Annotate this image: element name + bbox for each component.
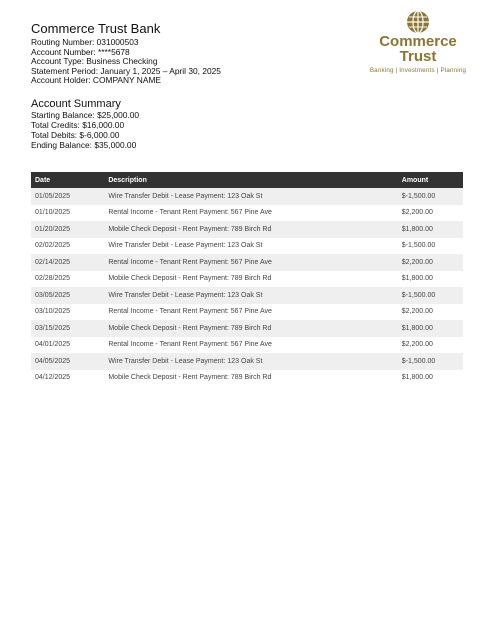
statement-period: Statement Period: January 1, 2025 – April 30, 2025: [31, 65, 221, 76]
table-row: [31, 188, 463, 205]
row-description: Wire Transfer Debit - Lease Payment: 123 Oak St: [104, 188, 397, 205]
account-summary: [31, 110, 139, 150]
logo-word-commerce: Commerce: [379, 33, 457, 50]
routing-number: Routing Number: 031000503: [31, 37, 139, 47]
row-amount: $1,800.00: [398, 320, 463, 337]
logo-word-trust: Trust: [399, 48, 437, 65]
table-header-row: [31, 172, 463, 188]
table-row: [31, 304, 463, 321]
row-description: Wire Transfer Debit - Lease Payment: 123 Oak St: [104, 353, 397, 370]
account-number: Account Number: ****5678: [31, 46, 130, 57]
starting-balance: Starting Balance: $25,000.00: [31, 110, 140, 120]
header-date: Date: [31, 172, 104, 188]
header-amount: Amount: [398, 172, 463, 188]
table-row: [31, 320, 463, 337]
table-row: [31, 238, 463, 255]
table-row: [31, 271, 463, 288]
account-holder: Account Holder: COMPANY NAME: [31, 75, 162, 86]
row-description: Wire Transfer Debit - Lease Payment: 123 Oak St: [104, 287, 397, 304]
row-amount: $2,200.00: [401, 209, 433, 217]
row-description: Rental Income - Tenant Rent Payment: 567 Pine Ave: [108, 209, 272, 217]
row-amount: $2,200.00: [401, 341, 433, 349]
row-description: Mobile Check Deposit - Rent Payment: 789 Birch Rd: [108, 275, 272, 283]
table-row: [31, 221, 463, 238]
row-date: 01/20/2025: [31, 221, 104, 238]
table-row: [31, 353, 463, 370]
bank-name: Commerce Trust Bank: [31, 21, 161, 36]
ending-balance: Ending Balance: $35,000.00: [31, 140, 137, 150]
row-date: 02/14/2025: [31, 254, 104, 271]
row-date: 01/10/2025: [35, 209, 71, 217]
summary-title: Account Summary: [31, 98, 121, 110]
globe-icon: [406, 10, 430, 34]
table-row: [31, 254, 463, 271]
row-amount: $1,800.00: [398, 221, 463, 238]
bank-logo: [362, 10, 474, 76]
row-amount: $2,200.00: [401, 308, 433, 316]
row-amount: $1,800.00: [401, 374, 433, 382]
row-date: 04/01/2025: [35, 341, 71, 349]
header-description: Description: [104, 172, 397, 188]
row-date: 04/12/2025: [35, 374, 71, 382]
row-date: 03/15/2025: [31, 320, 104, 337]
row-date: 03/10/2025: [35, 308, 71, 316]
account-details: [31, 38, 221, 86]
row-amount: $-1,500.00: [398, 353, 463, 370]
table-row: [31, 337, 463, 354]
row-description: Rental Income - Tenant Rent Payment: 567 Pine Ave: [104, 254, 397, 271]
row-description: Mobile Check Deposit - Rent Payment: 789 Birch Rd: [108, 374, 272, 382]
account-type: Account Type: Business Checking: [31, 56, 158, 67]
row-date: 01/05/2025: [31, 188, 104, 205]
row-description: Rental Income - Tenant Rent Payment: 567 Pine Ave: [108, 341, 272, 349]
table-row: [31, 205, 463, 222]
table-row: [31, 370, 463, 387]
row-amount: $-1,500.00: [398, 287, 463, 304]
row-date: 03/05/2025: [31, 287, 104, 304]
total-credits: Total Credits: $16,000.00: [31, 120, 125, 130]
logo-tagline: Banking | Investments | Planning: [369, 67, 467, 74]
transactions-table: [31, 172, 463, 386]
table-row: [31, 287, 463, 304]
row-description: Wire Transfer Debit - Lease Payment: 123 Oak St: [108, 242, 263, 250]
row-date: 04/05/2025: [31, 353, 104, 370]
row-description: Rental Income - Tenant Rent Payment: 567 Pine Ave: [108, 308, 272, 316]
row-amount: $-1,500.00: [398, 188, 463, 205]
row-description: Mobile Check Deposit - Rent Payment: 789 Birch Rd: [104, 221, 397, 238]
row-description: Mobile Check Deposit - Rent Payment: 789 Birch Rd: [104, 320, 397, 337]
row-date: 02/02/2025: [35, 242, 71, 250]
row-amount: $2,200.00: [398, 254, 463, 271]
total-debits: Total Debits: $-6,000.00: [31, 130, 120, 140]
row-amount: $-1,500.00: [401, 242, 436, 250]
row-amount: $1,800.00: [401, 275, 433, 283]
row-date: 02/28/2025: [35, 275, 71, 283]
